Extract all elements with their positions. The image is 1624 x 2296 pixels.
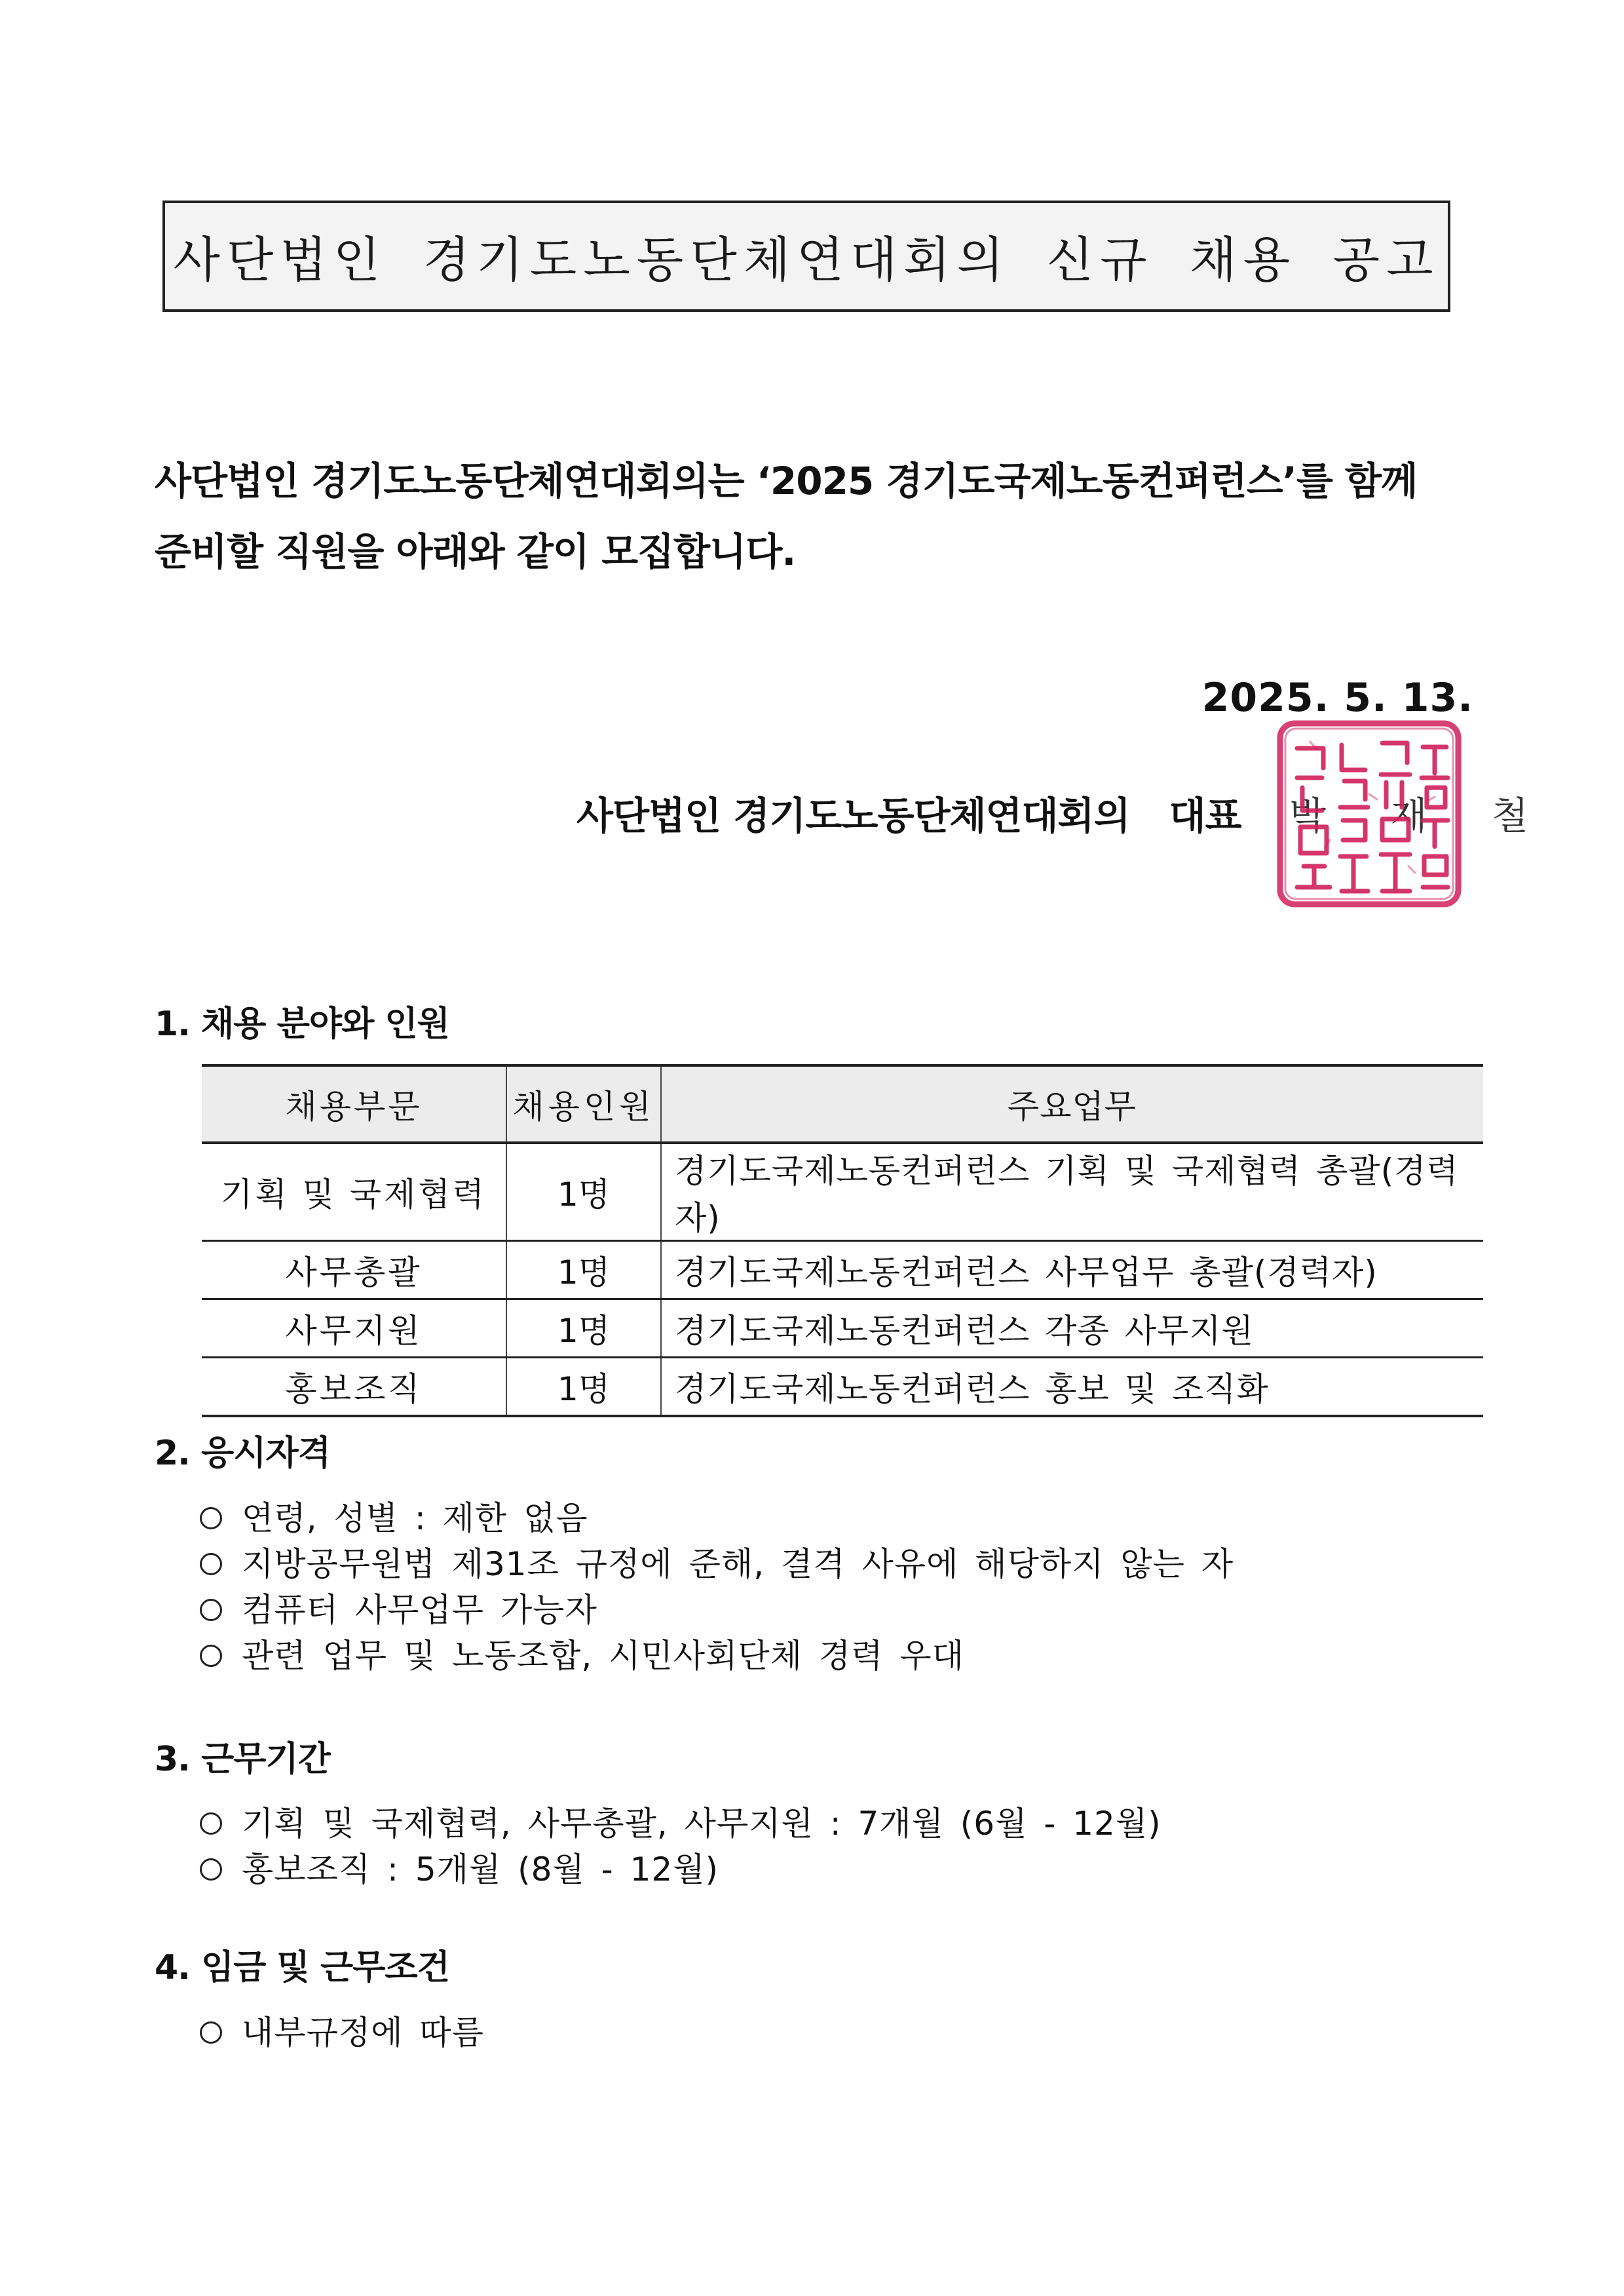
list-item <box>200 1801 1161 1846</box>
intro-paragraph <box>155 446 1484 587</box>
list-item <box>200 1633 1234 1679</box>
column-header-division: 채용부문 <box>202 1065 506 1143</box>
signer-block <box>576 785 1555 840</box>
list-item-text: 연령, 성별 : 제한 없음 <box>242 1499 588 1537</box>
table-header-row <box>202 1065 1483 1143</box>
section-1-heading: 1. 채용 분야와 인원 <box>155 1004 449 1044</box>
list-item-text: 관련 업무 및 노동조합, 시민사회단체 경력 우대 <box>242 1637 964 1675</box>
circle-bullet-icon <box>200 2021 222 2044</box>
table-row <box>202 1241 1483 1299</box>
column-header-duties: 주요업무 <box>661 1065 1483 1143</box>
list-item-text: 컴퓨터 사무업무 가능자 <box>242 1591 597 1629</box>
list-item-text: 홍보조직 : 5개월 (8월 - 12월) <box>242 1850 719 1888</box>
table-row <box>202 1299 1483 1358</box>
circle-bullet-icon <box>200 1858 222 1881</box>
circle-bullet-icon <box>200 1599 222 1621</box>
list-item <box>200 2010 484 2056</box>
cell-division: 기획 및 국제협력 <box>202 1143 506 1241</box>
section-2-heading: 2. 응시자격 <box>155 1434 330 1473</box>
list-item-text: 지방공무원법 제31조 규정에 준해, 결격 사유에 해당하지 않는 자 <box>242 1545 1234 1583</box>
signer-org: 사단법인 경기도노동단체연대회의 <box>576 794 1130 838</box>
cell-headcount: 1명 <box>506 1299 661 1358</box>
list-item-text: 기획 및 국제협력, 사무총괄, 사무지원 : 7개월 (6월 - 12월) <box>242 1805 1161 1843</box>
table-row <box>202 1143 1483 1241</box>
cell-division: 사무지원 <box>202 1299 506 1358</box>
cell-headcount: 1명 <box>506 1358 661 1417</box>
section-3-heading: 3. 근무기간 <box>155 1740 330 1779</box>
circle-bullet-icon <box>200 1645 222 1667</box>
circle-bullet-icon <box>200 1812 222 1835</box>
cell-duties: 경기도국제노동컨퍼런스 사무업무 총괄(경력자) <box>661 1241 1483 1299</box>
cell-duties: 경기도국제노동컨퍼런스 홍보 및 조직화 <box>661 1358 1483 1417</box>
title-box <box>162 201 1450 312</box>
table-row <box>202 1358 1483 1417</box>
cell-headcount: 1명 <box>506 1241 661 1299</box>
list-item <box>200 1587 1234 1633</box>
circle-bullet-icon <box>200 1553 222 1575</box>
list-item <box>200 1846 1161 1892</box>
signer-title: 대표 <box>1169 794 1241 838</box>
cell-duties: 경기도국제노동컨퍼런스 기획 및 국제협력 총괄(경력자) <box>661 1143 1483 1241</box>
wage-conditions-list <box>200 2010 484 2056</box>
list-item <box>200 1495 1234 1541</box>
cell-division: 홍보조직 <box>202 1358 506 1417</box>
circle-bullet-icon <box>200 1507 222 1529</box>
document-title: 사단법인 경기도노동단체연대회의 신규 채용 공고 <box>173 232 1440 288</box>
qualifications-list <box>200 1495 1234 1679</box>
cell-duties: 경기도국제노동컨퍼런스 각종 사무지원 <box>661 1299 1483 1358</box>
list-item <box>200 1541 1234 1587</box>
column-header-headcount: 채용인원 <box>506 1065 661 1143</box>
notice-date: 2025. 5. 13. <box>1201 675 1473 721</box>
section-4-heading: 4. 임금 및 근무조건 <box>155 1948 449 1987</box>
work-period-list <box>200 1801 1161 1892</box>
cell-headcount: 1명 <box>506 1143 661 1241</box>
cell-division: 사무총괄 <box>202 1241 506 1299</box>
intro-line-2: 준비할 직원을 아래와 같이 모집합니다. <box>155 529 796 574</box>
official-seal-stamp <box>1271 716 1467 912</box>
recruitment-table <box>202 1064 1483 1417</box>
signer-name: 박 재 철 <box>1289 794 1555 838</box>
list-item-text: 내부규정에 따름 <box>242 2014 484 2052</box>
intro-line-1: 사단법인 경기도노동단체연대회의는 ‘2025 경기도국제노동컨퍼런스’를 함께 <box>155 459 1418 503</box>
